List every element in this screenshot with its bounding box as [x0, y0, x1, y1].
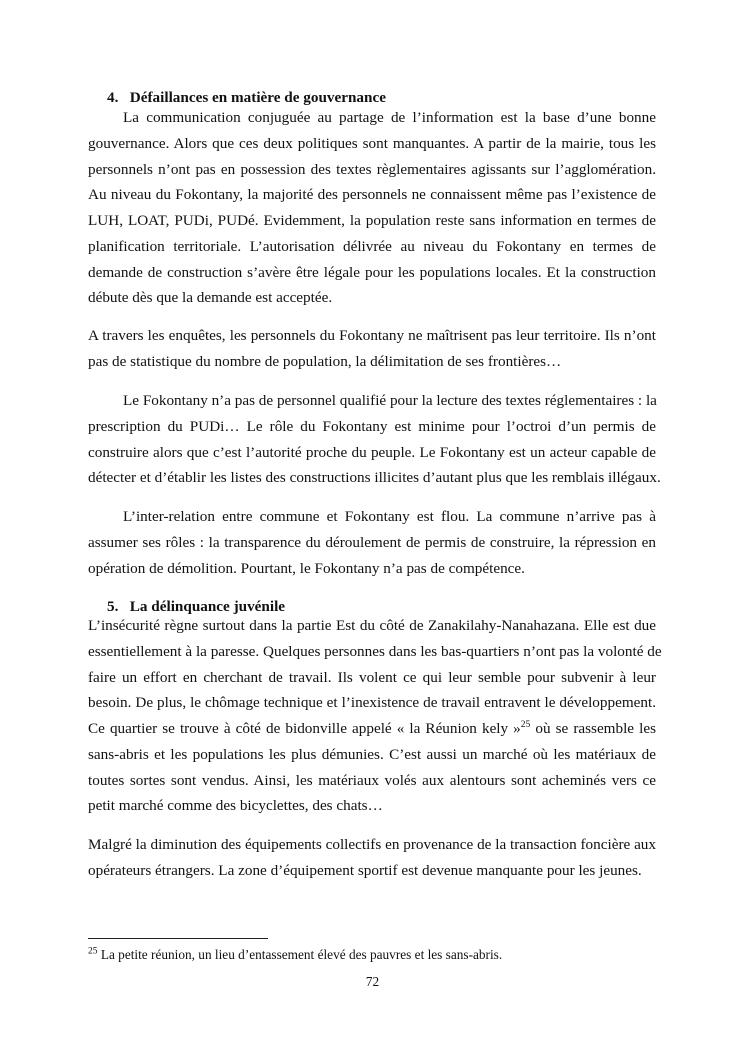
text-line: Le Fokontany n’a pas de personnel qualifié pour la lecture des textes réglementaires : la: [123, 392, 657, 409]
section-5-heading: 5. La délinquance juvénile: [107, 598, 286, 615]
paragraph: [88, 832, 656, 884]
footnote: [88, 946, 502, 964]
text-line: A travers les enquêtes, les personnels du Fokontany ne maîtrisent pas leur territoire. Ils n’ont: [88, 327, 656, 344]
text-line: Au niveau du Fokontany, la majorité des personnels ne connaissent même pas l’existence de: [88, 186, 656, 204]
text-line: petit marché comme des bicyclettes, des chats…: [88, 797, 383, 815]
footnote-reference[interactable]: 25: [520, 719, 531, 730]
text-line: débute dès que la demande est acceptée.: [88, 289, 333, 307]
page-number: 72: [365, 974, 380, 989]
text-line: essentiellement à la paresse. Quelques personnes dans les bas-quartiers n’ont pas la volonté de: [88, 642, 662, 660]
text-line: La communication conjuguée au partage de l’information est la base d’une bonne: [123, 109, 656, 126]
paragraph: [88, 323, 656, 375]
paragraph: [88, 613, 662, 819]
text-line: gouvernance. Alors que ces deux politiques sont manquantes. A partir de la mairie, tous les: [88, 134, 656, 152]
text-line: besoin. De plus, le chômage technique et l’inexistence de travail entravent le développement.: [88, 694, 656, 712]
paragraph: [88, 388, 661, 491]
text-line: Malgré la diminution des équipements collectifs en provenance de la transaction foncière aux: [88, 836, 656, 853]
text-line: pas de statistique du nombre de population, la délimitation de ses frontières…: [88, 352, 562, 370]
text-line: détecter et d’établir les listes des constructions illicites d’autant plus que les remblais illégaux.: [88, 469, 661, 487]
text-line: prescription du PUDi… Le rôle du Fokontany est minime pour l’octroi d’un permis de: [88, 417, 656, 435]
text-line: toutes sortes sont vendus. Ainsi, les matériaux volés aux alentours sont acheminés vers ce: [88, 771, 656, 789]
text-line: LUH, LOAT, PUDi, PUDé. Evidemment, la population reste sans information en termes de: [88, 212, 656, 229]
text-line: demande de construction s’avère être légale pour les populations locales. Et la construction: [88, 263, 656, 281]
footnote-text: La petite réunion, un lieu d’entassement élevé des pauvres et les sans-abris.: [97, 947, 503, 962]
text-line: opérateurs étrangers. La zone d’équipement sportif est devenue manquante pour les jeunes.: [88, 861, 642, 879]
text-segment: où se rassemble les: [530, 720, 656, 737]
section-4-heading: 4. Défaillances en matière de gouvernance: [107, 89, 386, 106]
paragraph: [88, 504, 656, 581]
footnote-separator: [88, 938, 268, 939]
text-line: opération de démolition. Pourtant, le Fokontany n’a pas de compétence.: [88, 559, 525, 577]
footnote-number: 25: [88, 946, 98, 957]
text-line: assumer ses rôles : la transparence du déroulement de permis de construire, la répression en: [88, 533, 656, 551]
text-line: sans-abris et les populations les plus démunies. C’est aussi un marché où les matériaux de: [88, 745, 656, 763]
text-line: faire un effort en cherchant de travail. Ils volent ce qui leur semble pour subvenir à leur: [88, 668, 656, 686]
text-segment: Ce quartier se trouve à côté de bidonville appelé « la Réunion kely »: [88, 720, 521, 737]
text-line: [88, 716, 656, 742]
text-line: construire alors que c’est l’autorité proche du peuple. Le Fokontany est un acteur capable de: [88, 443, 656, 461]
text-line: personnels n’ont pas en possession des textes règlementaires agissants sur l’agglomération.: [88, 160, 656, 178]
text-line: L’inter-relation entre commune et Fokontany est flou. La commune n’arrive pas à: [123, 508, 656, 525]
text-line: planification territoriale. L’autorisation délivrée au niveau du Fokontany en termes de: [88, 237, 656, 255]
text-line: L’insécurité règne surtout dans la partie Est du côté de Zanakilahy-Nanahazana. Elle est due: [88, 617, 656, 634]
paragraph: [88, 105, 656, 311]
